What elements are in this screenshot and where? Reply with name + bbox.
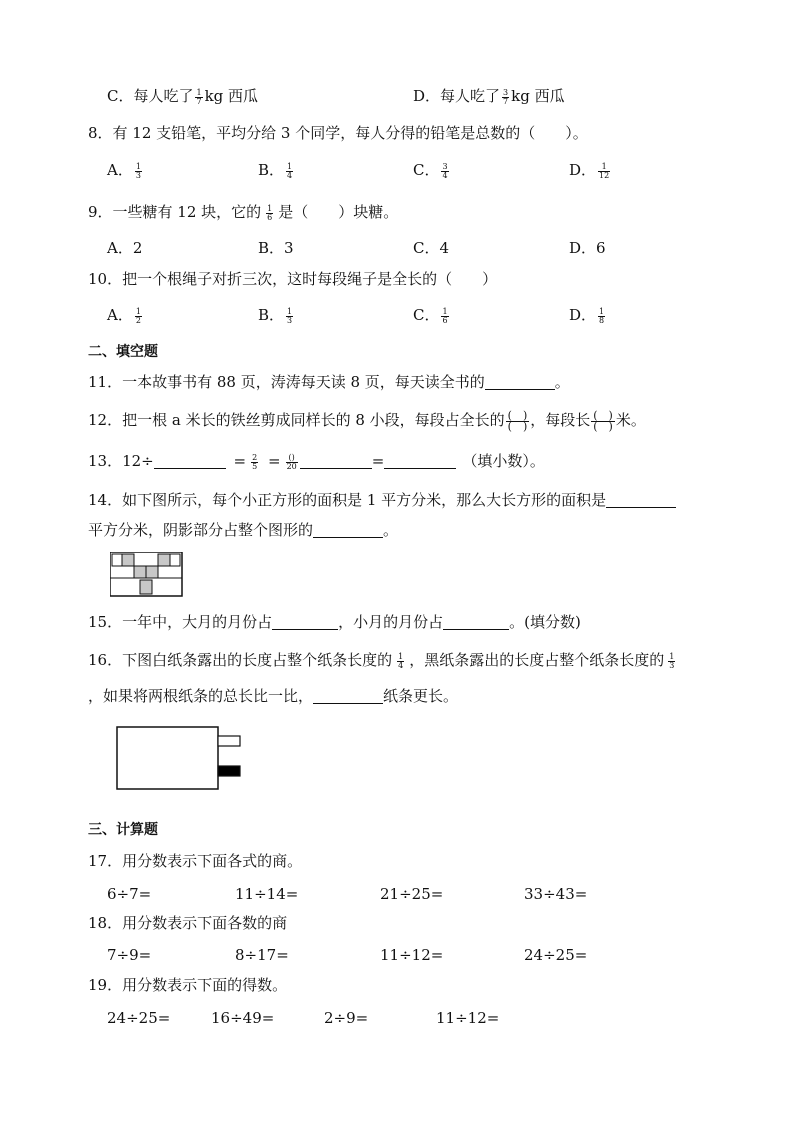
- q7-option-d-unit: kg 西瓜: [511, 87, 565, 105]
- q14-line-2: 平方分米，阴影部分占整个图形的 。: [88, 521, 399, 539]
- q14-blank-2[interactable]: [313, 521, 383, 538]
- shaded-square: [140, 580, 152, 594]
- shaded-square: [134, 566, 146, 578]
- q12-line: 12．把一根 a 米长的铁丝剪成同样长的 8 小段，每段占全长的 ( ) ( ) ，每段长 ( ) ( ) 米。: [88, 408, 646, 433]
- q10-option-b[interactable]: B． $\frac{1}{3}$: [258, 306, 293, 325]
- q19-stem: 19．用分数表示下面的得数。: [88, 976, 288, 994]
- q8-option-a[interactable]: A． $\frac{1}{3}$: [107, 161, 141, 180]
- q10-stem: 10．把一个根绳子对折三次，这时每段绳子是全长的（ ）: [88, 270, 498, 288]
- q9-option-a[interactable]: A．2: [107, 239, 143, 257]
- q18-item: 24÷25=: [524, 946, 588, 964]
- white-strip: [218, 736, 240, 746]
- q16-blank[interactable]: [313, 687, 383, 704]
- q13-line: 13．12÷ = $\frac{2}{5}$ = $\frac{()}{20}$ = （填小数）。: [88, 452, 545, 471]
- q15-line: 15．一年中，大月的月份占 ，小月的月份占 。(填分数): [88, 613, 581, 631]
- q9-option-d[interactable]: D．6: [569, 239, 606, 257]
- q15-blank-2[interactable]: [443, 613, 509, 630]
- shaded-square: [146, 566, 158, 578]
- q12-fraction-blank-1[interactable]: ( ) ( ): [507, 408, 528, 433]
- q11-line: 11．一本故事书有 88 页，涛涛每天读 8 页，每天读全书的 。: [88, 373, 570, 391]
- q14-blank-1[interactable]: [606, 491, 676, 508]
- q7-option-d-text: D．每人吃了: [413, 87, 501, 105]
- q7-option-c-fraction: $\frac{1}{7}$: [196, 87, 202, 106]
- q18-item: 7÷9=: [107, 946, 152, 964]
- q16-line-1: 16．下图白纸条露出的长度占整个纸条长度的 $\frac{1}{4}$ ，黑纸条露出的长度占整个纸条长度的 $\frac{1}{3}$: [88, 651, 675, 670]
- cover-rectangle: [117, 727, 218, 789]
- q16-paper-strip-figure: [116, 725, 244, 791]
- q14-line-1: 14．如下图所示，每个小正方形的面积是 1 平方分米，那么大长方形的面积是: [88, 490, 676, 510]
- q9-stem: 9．一些糖有 12 块，它的 $\frac{1}{6}$ 是（ ）块糖。: [88, 203, 399, 222]
- q9-option-c[interactable]: C．4: [413, 239, 450, 257]
- q10-option-a[interactable]: A． $\frac{1}{2}$: [107, 306, 141, 325]
- q12-fraction-blank-2[interactable]: ( ) ( ): [593, 408, 613, 433]
- q18-item: 8÷17=: [235, 946, 289, 964]
- q8-option-d[interactable]: D． $\frac{1}{12}$: [569, 161, 610, 180]
- q8-option-c[interactable]: C． $\frac{3}{4}$: [413, 161, 448, 180]
- q19-item: 24÷25=: [107, 1009, 171, 1027]
- q16-line-2: ，如果将两根纸条的总长比一比， 纸条更长。: [88, 687, 459, 705]
- q7-option-d[interactable]: [413, 86, 565, 106]
- q17-item: 6÷7=: [107, 885, 152, 903]
- q14-grid-figure: [110, 552, 184, 598]
- q7-option-d-fraction: $\frac{3}{7}$: [503, 87, 509, 106]
- q9-fraction: $\frac{1}{6}$: [267, 203, 273, 222]
- section-fill-in-title: 二、填空题: [88, 344, 158, 360]
- shaded-square: [122, 554, 134, 566]
- black-strip: [218, 766, 240, 776]
- q13-blank-2[interactable]: [300, 452, 372, 469]
- q15-blank-1[interactable]: [272, 613, 338, 630]
- q10-option-d[interactable]: D． $\frac{1}{8}$: [569, 306, 605, 325]
- q19-item: 16÷49=: [211, 1009, 275, 1027]
- q17-stem: 17．用分数表示下面各式的商。: [88, 852, 303, 870]
- q17-item: 33÷43=: [524, 885, 588, 903]
- q18-stem: 18．用分数表示下面各数的商: [88, 914, 288, 932]
- q19-item: 2÷9=: [324, 1009, 369, 1027]
- q10-option-c[interactable]: C． $\frac{1}{6}$: [413, 306, 448, 325]
- q8-stem: 8．有 12 支铅笔，平均分给 3 个同学，每人分得的铅笔是总数的（ ）。: [88, 124, 588, 142]
- q17-item: 21÷25=: [380, 885, 444, 903]
- q7-option-c-text: C．每人吃了: [107, 87, 194, 105]
- section-calculation-title: 三、计算题: [88, 822, 158, 838]
- q9-option-b[interactable]: B．3: [258, 239, 294, 257]
- q13-fraction-blank[interactable]: $\frac{()}{20}$: [286, 452, 297, 471]
- q7-option-c[interactable]: [107, 86, 258, 106]
- q18-item: 11÷12=: [380, 946, 444, 964]
- q7-option-c-unit: kg 西瓜: [204, 87, 259, 105]
- q13-blank-3[interactable]: [384, 452, 456, 469]
- q11-answer-blank[interactable]: [485, 373, 555, 390]
- q8-option-b[interactable]: B． $\frac{1}{4}$: [258, 161, 293, 180]
- q17-item: 11÷14=: [235, 885, 299, 903]
- shaded-square: [158, 554, 170, 566]
- q19-item: 11÷12=: [436, 1009, 500, 1027]
- q13-blank-1[interactable]: [154, 452, 226, 469]
